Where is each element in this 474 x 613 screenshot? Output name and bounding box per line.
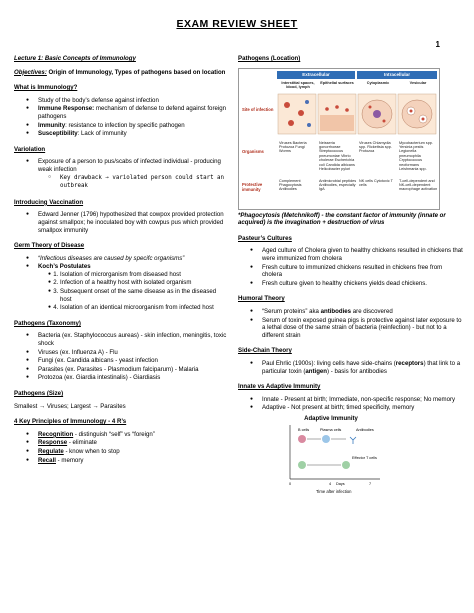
vaccination-list (14, 211, 228, 234)
left-column (14, 55, 228, 465)
sidechain-list (238, 360, 463, 375)
col-vesicular: Vesicular (409, 80, 427, 85)
list-item: ● Edward Jenner (1796) hypothesized that cowpox provided protection against smallpox; he inoculated boy with cowpus pus which provided smallpox immunity (38, 211, 228, 234)
graph-title: Adaptive Immunity (304, 415, 358, 422)
list-item: ● Recall - memory (38, 457, 228, 465)
intracellular-header: Intracellular (357, 71, 437, 79)
list-item: ● Susceptibility: Lack of immunity (38, 130, 228, 138)
lecture-heading: Lecture 1: Basic Concepts of Immunology (14, 55, 136, 62)
list-item: ● Regulate - know when to stop (38, 448, 228, 456)
objectives-label: Objectives: (14, 68, 47, 76)
label-plasma-cells: Plasma cells (320, 427, 342, 432)
postulate: ● 4. Isolation of an identical microorganism from infected host (60, 304, 228, 312)
label-b-cells: B cells (298, 427, 310, 432)
tick-7: 7 (368, 481, 372, 486)
taxonomy-heading: Pathogens (Taxonomy) (14, 319, 81, 327)
list-item: ● Parasites (ex. Parasites - Plasmodium falciparum) - Malaria (38, 366, 228, 374)
variolation-heading: Variolation (14, 145, 46, 153)
germ-theory-heading: Germ Theory of Disease (14, 242, 85, 250)
humoral-list (238, 308, 463, 339)
plasma-cell-icon (322, 435, 330, 443)
label-days: Days (336, 481, 345, 486)
vaccination-heading: Introducing Vaccination (14, 198, 84, 206)
effector-t-cell-icon (342, 461, 350, 469)
variolation-list (14, 158, 228, 190)
principles-heading: 4 Key Principles of Immunology - 4 R’s (14, 418, 127, 426)
organisms-epithelial: Neisseria gonorrhoeae Streptococcus pneumoniae Vibrio cholerae Escherichia coli Candida albicans Helicobacter pylori (319, 140, 355, 172)
tick-4: 4 (328, 481, 332, 486)
what-list (14, 97, 228, 138)
col-cytoplasmic: Cytoplasmic (366, 80, 390, 85)
immunity-epithelial: Antimicrobial peptides Antibodies, especially IgA (319, 178, 357, 192)
infection-site-illustrations (277, 93, 437, 137)
list-item: ● “Infectious diseases are caused by specifc organisms” (38, 255, 228, 263)
list-item: ● Aged culture of Cholera given to healthy chickens resulted in chickens that were immunized from cholera (262, 247, 463, 262)
list-item: ● Response - eliminate (38, 439, 228, 447)
immunity-cytoplasmic: NK cells Cytotoxic T cells (359, 178, 393, 187)
tick-0: 0 (288, 481, 292, 486)
koch-postulates (38, 271, 228, 312)
objectives-text: Origin of Immunology, Types of pathogens based on location (46, 68, 226, 76)
antibody-icon (350, 437, 356, 444)
t-cell-icon (298, 461, 306, 469)
col-interstitial: Interstitial spaces, blood, lymph (281, 80, 315, 89)
pasteur-heading: Pasteur’s Cultures (238, 234, 292, 242)
what-heading: What is Immunology? (14, 84, 78, 92)
b-cell-icon (298, 435, 306, 443)
size-heading: Pathogens (Size) (14, 390, 64, 397)
list-item: ● Koch’s Postulates ● 1. Isolation of microrganism from diseased host ● 2. Infection of a healthy host with isolated organism ● 3. Subsequent onset of the same disease as in the diseased host ● 4. Isolation of an identical microorganism from infected host (38, 263, 228, 312)
extracellular-header: Extracellular (277, 71, 355, 79)
label-time-after-infection: Time after infection (316, 488, 352, 494)
list-item: ● Recognition - distinguish “self” vs “foreign” (38, 431, 228, 439)
row-site: Site of infection (242, 106, 274, 112)
row-organisms: Organisms (242, 148, 264, 154)
list-item: ● Paul Ehrlic (1900s): living cells have side-chains (receptors) that link to a particular toxin (antigen) - basis for antibodies (262, 360, 463, 375)
humoral-heading: Humoral Theory (238, 295, 285, 303)
row-protective: Protective immunity (242, 181, 263, 192)
list-item: ● Adaptive - Not present at birth; timed specificity, memory (262, 404, 463, 412)
organisms-vesicular: Mycobacterium spp. Yersinia pestis Legionella pneumophila Cryptococcus neoformans Leishmania spp. (399, 140, 433, 172)
postulate: ● 3. Subsequent onset of the same disease as in the diseased host (60, 288, 228, 303)
germ-list (14, 255, 228, 312)
page-title: EXAM REVIEW SHEET (176, 18, 298, 30)
list-item: ● Protozoa (ex. Giardia intestinalis) - Giardiasis (38, 374, 228, 382)
list-item: ● Exposure of a person to pus/scabs of infected individual - producing weak infection ○ Key drawback → variolated person could start an outbreak (38, 158, 228, 190)
innate-adaptive-heading: Innate vs Adaptive Immunity (238, 383, 321, 391)
pasteur-list (238, 247, 463, 287)
list-item: ● Bacteria (ex. Staphylococcus aureas) - skin infection, meningitis, toxic shock (38, 332, 228, 347)
right-column (238, 55, 463, 495)
list-item: ● Fungi (ex. Candida albicans - yeast infection (38, 357, 228, 365)
principles-list (14, 431, 228, 464)
pathogen-location-figure (238, 68, 440, 210)
organisms-interstitial: Viruses Bacteria Protozoa Fungi Worms (279, 140, 307, 154)
objectives (14, 69, 228, 77)
list-item: ● Fresh culture given to healthy chickens yields dead chickens. (262, 280, 463, 288)
label-antibodies: Antibodies (356, 427, 374, 432)
list-item: ● Innate - Present at birth; Immediate, non-specific response; No memory (262, 396, 463, 404)
list-item: ● Serum of toxin exposed guinea pigs is protective against later exposure to a lethal dose of the same strain of bacteria (reinfection) - but not to a different strain (262, 317, 463, 340)
size-text: Smallest → Viruses; Largest → Parasites (14, 402, 126, 410)
immunity-interstitial: Complement Phagocytosis Antibodies (279, 178, 302, 192)
taxonomy-list (14, 332, 228, 382)
sidechain-heading: Side-Chain Theory (238, 347, 292, 355)
page-number: 1 (435, 40, 440, 49)
phagocytosis-caption: *Phagocytosis (Metchnikoff) - the constant factor of immunity (innate or acquired) is the invagination + destruction of virus (238, 211, 446, 227)
location-heading: Pathogens (Location) (238, 55, 301, 62)
postulate: ● 2. Infection of a healthy host with isolated organism (60, 279, 228, 287)
col-epithelial: Epithelial surfaces (320, 80, 354, 85)
organisms-cytoplasmic: Viruses Chlamydia spp. Rickettsia spp. Protozoa (359, 140, 392, 154)
list-item: ● Study of the body’s defense against infection (38, 97, 228, 105)
list-item: ● “Serum proteins” aka antibodies are discovered (262, 308, 463, 316)
list-item: ● Viruses (ex. Influenza A) - Flu (38, 349, 228, 357)
sub-list-item: ○ Key drawback → variolated person could start an outbreak (60, 174, 228, 191)
postulate: ● 1. Isolation of microrganism from diseased host (60, 271, 228, 279)
label-effector-t: Effector T cells (352, 455, 377, 460)
adaptive-immunity-graph (276, 413, 386, 495)
innate-adaptive-list (238, 396, 463, 412)
immunity-vesicular: T-cell-dependent and NK-cell-dependent macrophage activation (399, 178, 438, 192)
list-item: ● Fresh culture to immunized chickens resulted in chickens free from cholera (262, 264, 463, 279)
list-item: ● Immunity: resistance to infection by specific pathogen (38, 122, 228, 130)
list-item: ● Immune Response: mechanism of defense to defend against foreign pathogens (38, 105, 228, 120)
